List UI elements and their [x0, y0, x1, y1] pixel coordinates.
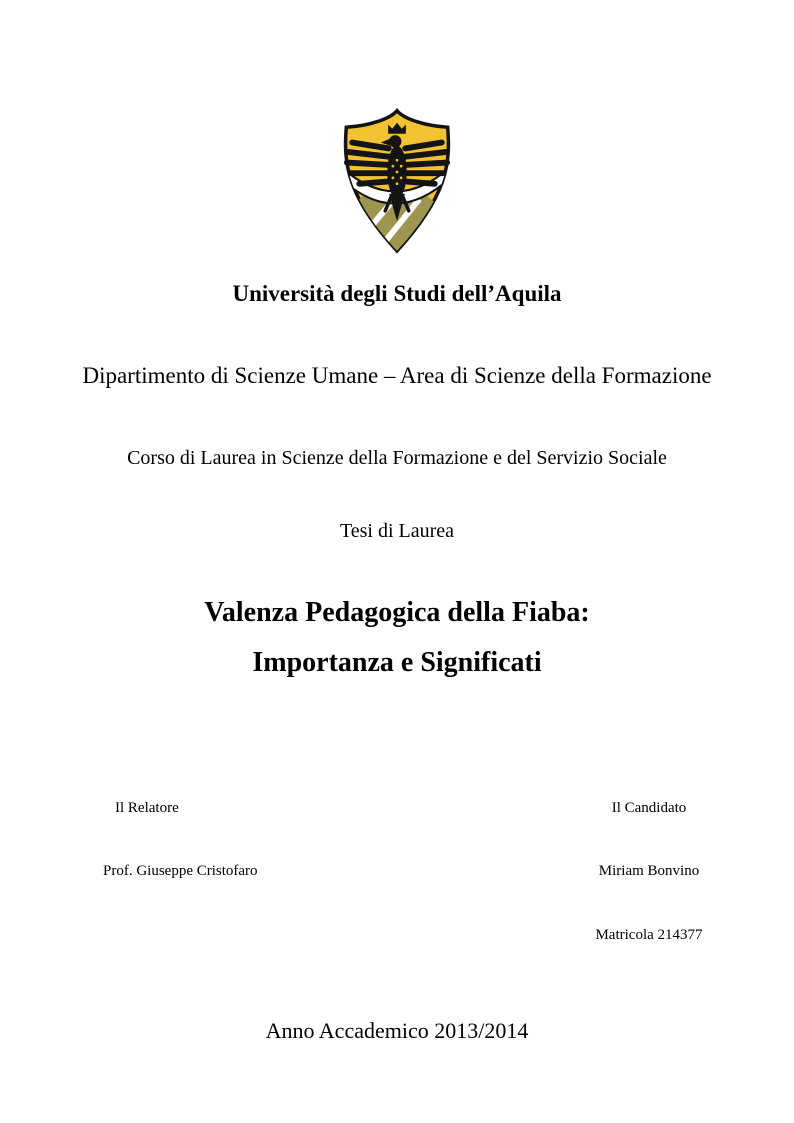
thesis-title-line-1: Valenza Pedagogica della Fiaba:	[204, 597, 590, 628]
department-line: Dipartimento di Scienze Umane – Area di Scienze della Formazione	[82, 363, 712, 388]
university-name: Università degli Studi dell’Aquila	[232, 281, 562, 306]
academic-year: Anno Accademico 2013/2014	[265, 1018, 529, 1043]
course-line: Corso di Laurea in Scienze della Formazione e del Servizio Sociale	[127, 447, 667, 469]
advisor-name: Prof. Giuseppe Cristofaro	[103, 863, 258, 879]
candidate-label: Il Candidato	[611, 800, 687, 816]
thesis-title-line-2: Importanza e Significati	[252, 647, 542, 678]
document-type: Tesi di Laurea	[339, 520, 455, 542]
university-crest-logo	[338, 106, 456, 258]
matricola-number: Matricola 214377	[595, 927, 703, 943]
laquila-shield-eagle-icon	[338, 106, 456, 258]
advisor-label: Il Relatore	[115, 800, 179, 816]
candidate-name: Miriam Bonvino	[598, 863, 700, 879]
